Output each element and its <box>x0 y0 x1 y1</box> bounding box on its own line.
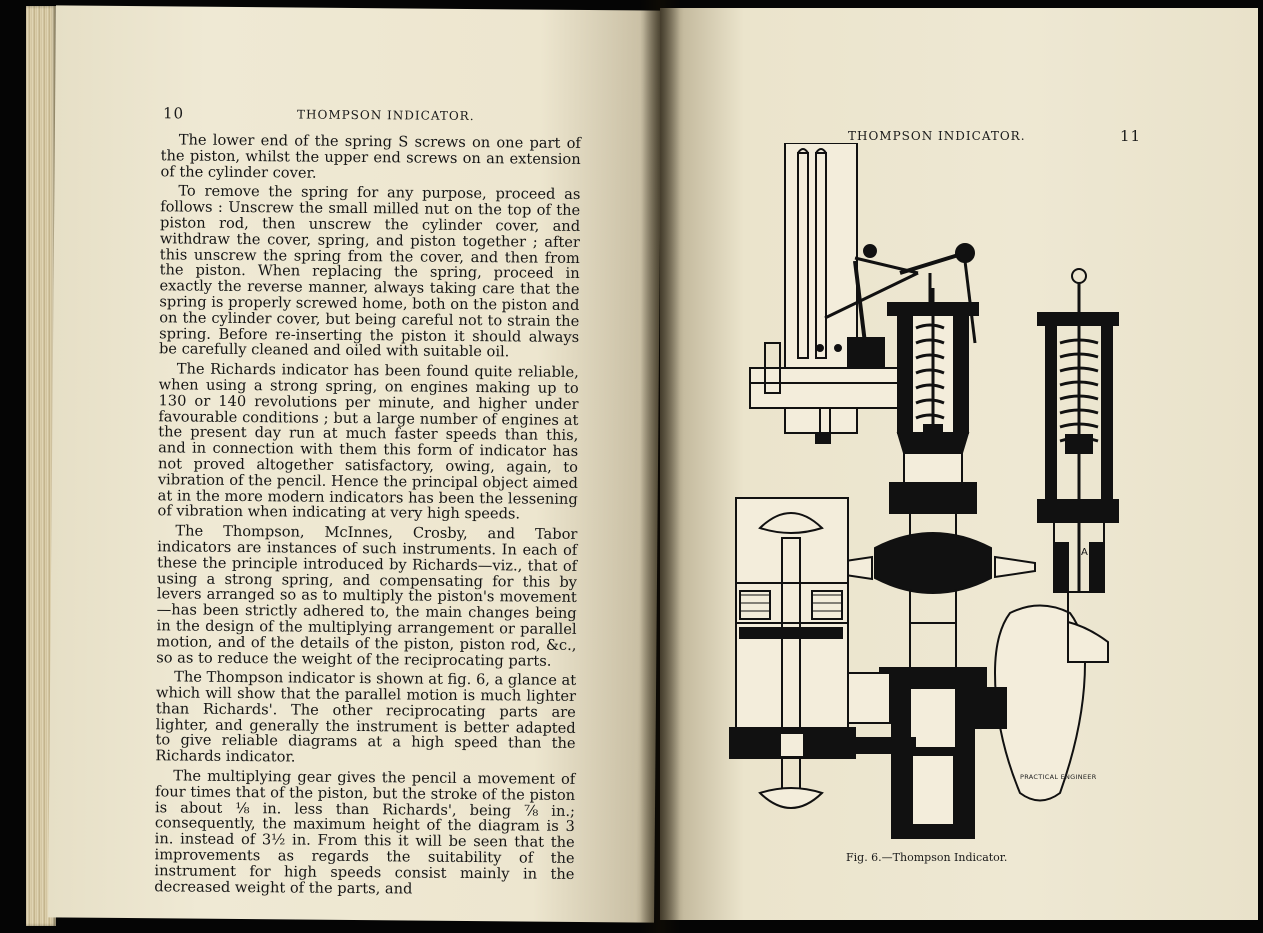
left-page-number: 10 <box>162 104 185 123</box>
figure-label-a: A <box>1081 547 1088 558</box>
paragraph: The Thompson, McInnes, Crosby, and Tabor indicators are instances of such instruments. In each of these the principle introduced by Richards—viz., that of using a strong spring, and compensating for this by levers arranged so as to multiply the piston's movement—has been strictly adhered to, the main changes being in the design of the multiplying arrangement or parallel motion, and of the details of the piston, piston rod, &c., so as to reduce the weight of the reciprocating parts. <box>156 522 578 670</box>
right-running-title: THOMPSON INDICATOR. <box>848 129 1026 143</box>
thompson-indicator-figure <box>720 143 1200 843</box>
paragraph: The Thompson indicator is shown at fig. 6, a glance at which will show that the parallel motion is much lighter than Richards'. The other reciprocating parts are lighter, and generally the instrument is better adapted to give reliable diagrams at a high speed than the Richards indicator. <box>155 668 577 766</box>
right-page <box>660 8 1258 920</box>
left-page <box>48 5 662 922</box>
figure-caption: Fig. 6.—Thompson Indicator. <box>846 851 1008 864</box>
right-page-number: 11 <box>1120 127 1142 145</box>
spring-detail-drawing <box>1038 269 1118 662</box>
paragraph: The multiplying gear gives the pencil a movement of four times that of the piston, but the stroke of the piston is about ⅛ in. less than Richards', being ⅞ in.; consequently, the maximum height of the diagram is 3 in. instead of 3½ in. From this it will be seen that the improvements as regards the suitability of the instrument for high speeds consist mainly in the decreased weight of the parts, and <box>154 767 576 898</box>
left-body-text <box>154 132 581 902</box>
paragraph: The Richards indicator has been found quite reliable, when using a strong spring, on engines making up to 130 or 140 revolutions per minute, and higher under favourable conditions ; but a large number of engines at the present day run at much faster speeds than this, and in connection with them this form of indicator has not proved altogether satisfactory, owing, again, to vibration of the pencil. Hence the principal object aimed at in the more modern indicators has been the lessening of vibration when indicating at very high speeds. <box>157 360 579 523</box>
paragraph: To remove the spring for any purpose, proceed as follows : Unscrew the small milled nut on the top of the piston rod, then unscrew the cylinder cover, and withdraw the cover, spring, and piston together ; after this unscrew the spring from the cover, and then from the piston. When replacing the spring, proceed in exactly the reverse manner, always taking care that the spring is properly screwed home, both on the piston and on the cylinder cover, but being careful not to strain the spring. Before re-inserting the piston it should always be carefully cleaned and oiled with suitable oil. <box>158 182 581 361</box>
left-running-title: THOMPSON INDICATOR. <box>296 107 475 124</box>
figure-credit: PRACTICAL ENGINEER <box>1020 773 1097 781</box>
left-running-head <box>55 104 661 124</box>
paragraph: The lower end of the spring S screws on one part of the piston, whilst the upper end screws on an extension of the cylinder cover. <box>160 131 581 182</box>
